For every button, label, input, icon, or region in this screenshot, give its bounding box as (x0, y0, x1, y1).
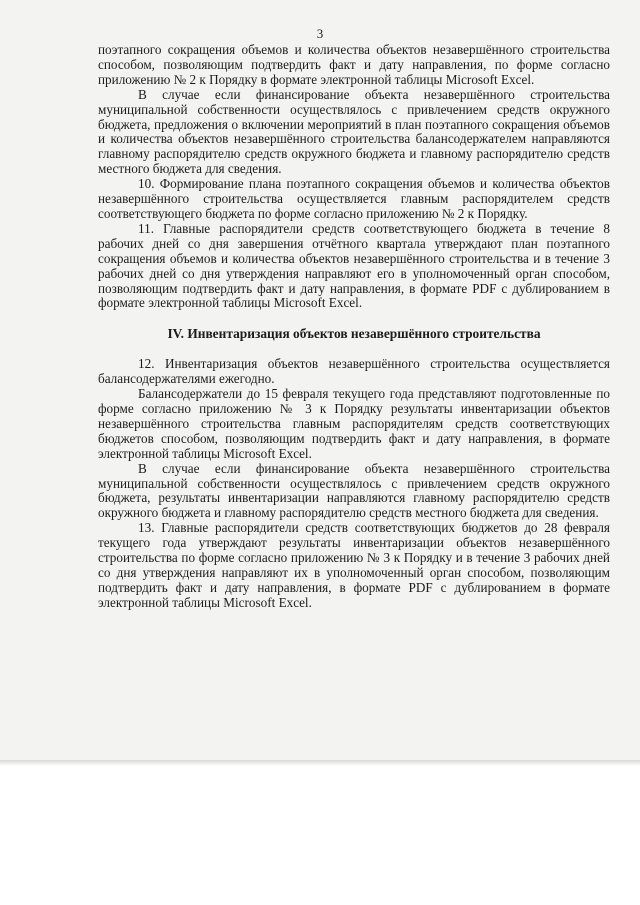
paragraph-okrug-inventory: В случае если финансирование объекта незавершённого строительства муниципальной собственности осуществлялось с привлечением средств окружного бюджета, результаты инвентаризации направляются главному распорядителю средств окружного бюджета и главному распорядителю средств местного бюджета для сведения. (98, 460, 610, 521)
paragraph-okrug-proposals: В случае если финансирование объекта незавершённого строительства муниципальной собственности осуществлялось с привлечением средств окружного бюджета, предложения о включении мероприятий в план поэтапного сокращения объемов и количества объектов незавершённого строительства балансодержателем направляются главному распорядителю средств окружного бюджета и главному распорядителю средств местного бюджета для сведения. (98, 86, 610, 177)
section-heading: IV. Инвентаризация объектов незавершённого строительства (167, 326, 541, 342)
paragraph-10: 10. Формирование плана поэтапного сокращения объемов и количества объектов незавершённого строительства осуществляется главным распорядителем средств соответствующего бюджета по форме согласно приложению № 2 к Порядку. (98, 176, 610, 221)
paragraph-11: 11. Главные распорядители средств соответствующего бюджета в течение 8 рабочих дней со дня завершения отчётного квартала утверждают план поэтапного сокращения объемов и количества объектов незавершённого строительства и в течение 3 рабочих дней со дня утверждения направляют его в уполномоченный орган способом, позволяющим подтвердить факт и дату направления, в формате PDF с дублированием в формате электронной таблицы Microsoft Excel. (98, 220, 610, 311)
paragraph-balance-holders: Балансодержатели до 15 февраля текущего года представляют подготовленные по форме согласно приложению № 3 к Порядку результаты инвентаризации объектов незавершённого строительства главным распорядителям средств соответствующих бюджетов способом, позволяющим подтвердить факт и дату направления, в формате электронной таблицы Microsoft Excel. (98, 386, 610, 461)
paragraph-continuation: поэтапного сокращения объемов и количества объектов незавершённого строительства способом, позволяющим подтвердить факт и дату направления, по форме согласно приложению № 2 к Порядку в формате электронной таблицы Microsoft Excel. (98, 42, 610, 87)
document-body (98, 43, 610, 611)
scan-bottom-edge (0, 760, 640, 766)
page-number: 3 (316, 26, 324, 41)
paragraph-12: 12. Инвентаризация объектов незавершённого строительства осуществляется балансодержателями ежегодно. (98, 356, 610, 387)
paragraph-13: 13. Главные распорядители средств соответствующих бюджетов до 28 февраля текущего года утверждают результаты инвентаризации объектов незавершённого строительства по форме согласно приложению № 3 к Порядку и в течение 3 рабочих дней со дня утверждения направляют их в уполномоченный орган способом, позволяющим подтвердить факт и дату направления, в формате PDF с дублированием в формате электронной таблицы Microsoft Excel. (98, 520, 610, 610)
